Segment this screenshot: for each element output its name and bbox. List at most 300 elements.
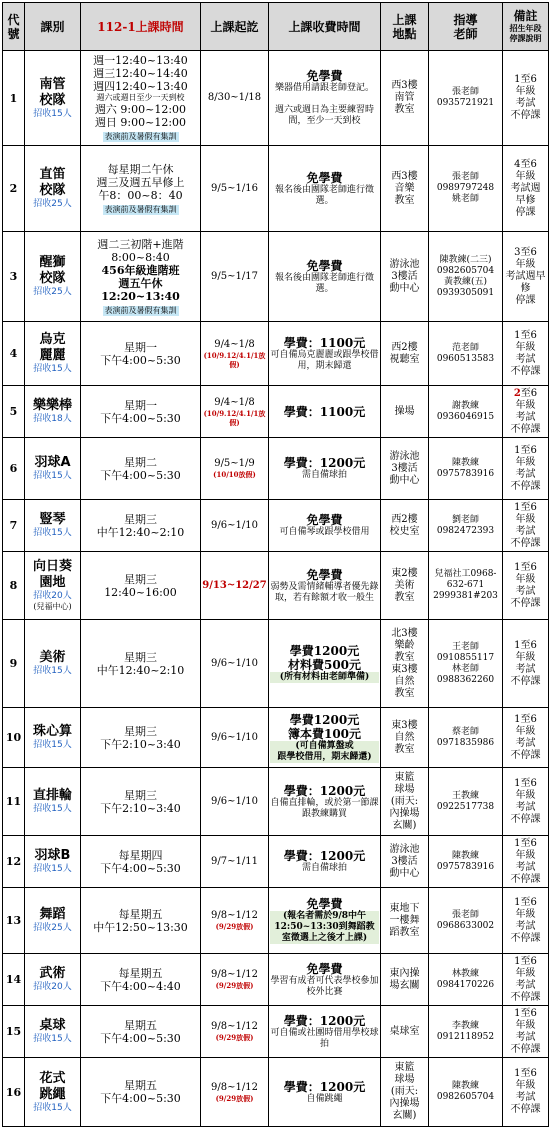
- location-text: 東籃 球場 (雨天: 內操場 玄關): [389, 1062, 420, 1121]
- fee-detail: 弱勢及需情緒輔導者優先錄取，若有餘額才收一般生: [270, 581, 379, 603]
- row-code: 2: [3, 146, 25, 232]
- period-range: 9/8~1/12: [211, 1021, 258, 1032]
- period-range: 9/8~1/12: [211, 969, 258, 980]
- fee-amount: 免學費: [306, 513, 343, 527]
- location-text: 桌球室: [389, 1025, 420, 1037]
- row-code: 7: [3, 500, 25, 552]
- fee-cell: [269, 708, 381, 768]
- time-line: 星期三: [124, 650, 157, 664]
- time-line: 星期五: [124, 1079, 157, 1092]
- fee-detail: 自備直排輪，或於第一節課跟教練購買: [270, 797, 379, 819]
- table-row: [3, 322, 549, 386]
- quota-label: 招收15人: [33, 666, 72, 676]
- fee-amount: 學費：1200元: [283, 1079, 366, 1094]
- location-text: 操場: [394, 405, 415, 417]
- note-cell: [503, 386, 549, 438]
- period-cell: [201, 552, 269, 620]
- table-row: [3, 438, 549, 500]
- time-line: 星期五: [124, 1018, 157, 1032]
- header-time: 112-1上課時間: [81, 3, 201, 51]
- club-name: 羽球B: [34, 848, 71, 863]
- club-cell: [25, 386, 81, 438]
- header-period: 上課起訖: [201, 3, 269, 51]
- fee-detail: 報名後由團隊老師進行徵選。: [274, 272, 374, 294]
- period-cell: [201, 232, 269, 322]
- note-cell: [503, 888, 549, 954]
- note-cell: [503, 1058, 549, 1127]
- club-name: 武術: [39, 966, 66, 981]
- header-location: 上課 地點: [381, 3, 429, 51]
- quota-label: 招收20人: [33, 982, 72, 992]
- quota-label: 招收15人: [33, 740, 72, 750]
- period-holiday: (10/9.12/4.1/1放假): [203, 408, 266, 427]
- location-text: 西3樓 南管 教室: [391, 80, 418, 115]
- time-line: 星期三: [124, 724, 157, 738]
- time-cell: [81, 322, 201, 386]
- time-line: 星期一: [124, 398, 157, 412]
- time-line: 星期二: [124, 455, 157, 469]
- location-text: 西3樓 音樂 教室: [391, 170, 418, 206]
- period-cell: [201, 954, 269, 1006]
- club-cell: [25, 438, 81, 500]
- teacher-text: 李教練 0912118952: [436, 1020, 495, 1042]
- table-row: [3, 500, 549, 552]
- club-name: 珠心算: [32, 724, 72, 739]
- note-cell: [503, 836, 549, 888]
- note-text: 1至6 年級 考試 不停課: [510, 329, 541, 377]
- period-range: 9/6~1/10: [211, 731, 258, 743]
- quota-label: 招收18人: [33, 414, 72, 424]
- training-note: 表演前及暑假有集訓: [104, 305, 177, 315]
- table-row: [3, 51, 549, 146]
- fee-detail: 樂器借用請跟老師登記。 週六或週日為主要練習時間，至少一天到校: [274, 83, 374, 126]
- club-name: 花式 跳繩: [39, 1070, 66, 1102]
- teacher-cell: [429, 438, 503, 500]
- time-cell: [81, 708, 201, 768]
- time-line: 下午4:00~4:40: [100, 979, 181, 993]
- time-line: 週三及週五早修上: [96, 175, 185, 189]
- note-cell: [503, 438, 549, 500]
- time-line: 8:00~8:40: [111, 250, 170, 264]
- club-name: 舞蹈: [39, 907, 66, 922]
- teacher-cell: [429, 51, 503, 146]
- row-code: 11: [3, 768, 25, 836]
- club-name: 直排輪: [32, 788, 72, 803]
- note-text: 1至6 年級 考試 不停課: [510, 74, 541, 121]
- time-cell: [81, 146, 201, 232]
- club-cell: [25, 1006, 81, 1058]
- row-code: 6: [3, 438, 25, 500]
- fee-detail: 報名後由團隊老師進行徵選。: [274, 184, 374, 206]
- quota-label: 招收15人: [33, 471, 72, 481]
- note-cell: [503, 768, 549, 836]
- period-cell: [201, 768, 269, 836]
- club-cell: [25, 768, 81, 836]
- club-name: 向日葵 園地: [32, 559, 72, 590]
- period-cell: [201, 386, 269, 438]
- fee-cell: [269, 438, 381, 500]
- time-line: 中午12:40~2:10: [96, 663, 185, 677]
- note-cell: [503, 232, 549, 322]
- period-cell: [201, 620, 269, 708]
- club-name: 豎琴: [39, 512, 66, 527]
- location-cell: [381, 836, 429, 888]
- time-line: 下午4:00~5:30: [100, 353, 181, 367]
- club-cell: [25, 500, 81, 552]
- period-range: 9/6~1/10: [211, 657, 258, 669]
- row-code: 3: [3, 232, 25, 322]
- quota-label: 招收20人: [33, 591, 72, 601]
- time-cell: [81, 438, 201, 500]
- teacher-cell: [429, 768, 503, 836]
- quota-label: 招收25人: [33, 287, 72, 297]
- club-name: 美術: [39, 650, 66, 665]
- teacher-text: 兒福社工0968-632-671 2999381#203: [433, 569, 498, 601]
- fee-detail: 自備跳繩: [306, 1093, 343, 1104]
- time-line: 週一12:40~13:40: [93, 54, 188, 67]
- club-name: 樂樂棒: [32, 398, 72, 413]
- location-cell: [381, 1006, 429, 1058]
- row-code: 4: [3, 322, 25, 386]
- note-text: 1至6 年級 考試 不停課: [510, 837, 541, 885]
- header-name: 課別: [25, 3, 81, 51]
- row-code: 12: [3, 836, 25, 888]
- quota-label: 招收15人: [33, 864, 72, 874]
- period-range: 9/6~1/10: [211, 519, 258, 531]
- period-cell: [201, 888, 269, 954]
- teacher-cell: [429, 146, 503, 232]
- fee-cell: [269, 1006, 381, 1058]
- row-code: 16: [3, 1058, 25, 1127]
- teacher-text: 張老師 0935721921: [436, 87, 495, 108]
- location-text: 東2樓 美術 教室: [391, 567, 418, 603]
- time-cell: [81, 1058, 201, 1127]
- period-holiday: (9/29放假): [215, 981, 254, 990]
- club-name: 桌球: [39, 1018, 66, 1033]
- quota-label: 招收15人: [33, 804, 72, 814]
- fee-detail: 學習有成者可代表學校參加校外比賽: [270, 975, 379, 997]
- location-cell: [381, 322, 429, 386]
- time-line: 星期一: [124, 340, 157, 354]
- teacher-text: 陳教練(二三) 0982605704 黃教練(五) 0939305091: [436, 254, 495, 298]
- header-note: 備註 招生年段 停課說明: [503, 3, 549, 51]
- teacher-cell: [429, 1058, 503, 1127]
- teacher-cell: [429, 232, 503, 322]
- note-text: 1至6 年級 考試 不停課: [510, 1007, 541, 1055]
- period-range: 9/8~1/12: [211, 1081, 258, 1093]
- period-holiday: (10/10放假): [213, 470, 256, 479]
- fee-cell: [269, 500, 381, 552]
- time-line: 下午4:00~5:30: [100, 411, 181, 425]
- time-line: 星期三: [124, 512, 157, 526]
- header-fee: 上課收費時間: [269, 3, 381, 51]
- fee-amount: 學費：1200元: [283, 456, 366, 470]
- period-range: 9/5~1/17: [211, 270, 258, 282]
- period-range: 8/30~1/18: [207, 92, 262, 103]
- location-text: 東籃 球場 (雨天: 內操場 玄關): [389, 771, 420, 831]
- note-text: 1至6 年級 考試 不停課: [510, 501, 541, 549]
- period-range: 9/4~1/8: [214, 396, 255, 408]
- table-row: [3, 836, 549, 888]
- time-line: 下午4:00~5:30: [100, 1092, 181, 1105]
- note-text: 1至6 年級 考試 不停課: [510, 955, 541, 1003]
- fee-detail: 可自備烏克麗麗或跟學校借用，期末歸還: [270, 349, 379, 371]
- time-line: 456年級進階班: [101, 263, 180, 277]
- time-line: 每星期二午休: [107, 162, 174, 176]
- time-cell: [81, 232, 201, 322]
- fee-cell: [269, 51, 381, 146]
- location-cell: [381, 386, 429, 438]
- teacher-cell: [429, 1006, 503, 1058]
- fee-cell: [269, 888, 381, 954]
- time-cell: [81, 552, 201, 620]
- fee-cell: [269, 322, 381, 386]
- teacher-cell: [429, 708, 503, 768]
- period-holiday: (9/29放假): [215, 1093, 254, 1103]
- note-text: 4至6 年級 考試週 早修 停課: [510, 158, 541, 218]
- note-cell: [503, 146, 549, 232]
- location-text: 東內操 場玄關: [389, 967, 420, 991]
- teacher-text: 范老師 0960513583: [436, 342, 495, 364]
- time-line: 週五午休: [118, 276, 163, 290]
- location-text: 東3樓 自然 教室: [391, 719, 418, 755]
- fee-cell: [269, 232, 381, 322]
- fee-detail: (所有材料由老師準備): [270, 672, 379, 683]
- location-cell: [381, 51, 429, 146]
- time-cell: [81, 1006, 201, 1058]
- location-text: 東地下 一樓舞 蹈教室: [389, 902, 420, 938]
- location-cell: [381, 232, 429, 322]
- fee-detail: 可自備或社團時借用學校球拍: [270, 1027, 379, 1049]
- location-cell: [381, 954, 429, 1006]
- header-teacher: 指導 老師: [429, 3, 503, 51]
- quota-label: 招收25人: [33, 199, 72, 209]
- quota-sub-label: (兒福中心): [33, 602, 72, 611]
- period-range: 9/4~1/8: [214, 338, 255, 350]
- time-cell: [81, 386, 201, 438]
- location-cell: [381, 708, 429, 768]
- location-cell: [381, 552, 429, 620]
- note-cell: [503, 552, 549, 620]
- row-code: 13: [3, 888, 25, 954]
- fee-cell: [269, 954, 381, 1006]
- note-text: 1至6 年級 考試 不停課: [510, 777, 541, 825]
- fee-amount: 學費1200元 簿本費100元: [287, 712, 362, 741]
- club-schedule-table: [2, 2, 549, 1127]
- club-cell: [25, 954, 81, 1006]
- note-text: 1至6 年級 考試 不停課: [510, 713, 541, 761]
- time-line: 每星期五: [118, 907, 163, 921]
- time-line: 週日 9:00~12:00: [94, 116, 187, 129]
- time-line: 每星期五: [118, 966, 163, 980]
- training-note: 表演前及暑假有集訓: [104, 132, 177, 141]
- time-line: 星期三: [124, 572, 157, 586]
- note-cell: [503, 500, 549, 552]
- teacher-text: 張老師 0989797248 姚老師: [436, 172, 495, 204]
- table-row: [3, 708, 549, 768]
- teacher-text: 王教練 0922517738: [436, 790, 495, 812]
- period-cell: [201, 322, 269, 386]
- teacher-cell: [429, 500, 503, 552]
- club-cell: [25, 322, 81, 386]
- fee-amount: 學費：1100元: [283, 404, 366, 419]
- location-text: 北3樓 樂齡 教室 東3樓 自然 教室: [391, 627, 418, 699]
- teacher-cell: [429, 620, 503, 708]
- fee-amount: 學費1200元 材料費500元: [287, 644, 362, 672]
- location-cell: [381, 146, 429, 232]
- club-name: 烏克 麗麗: [39, 332, 66, 363]
- time-cell: [81, 836, 201, 888]
- location-text: 游泳池 3樓活 動中心: [389, 843, 420, 879]
- club-cell: [25, 1058, 81, 1127]
- club-cell: [25, 888, 81, 954]
- fee-cell: [269, 552, 381, 620]
- fee-amount: 免學費: [306, 961, 343, 976]
- time-line: 中午12:40~2:10: [96, 525, 185, 539]
- fee-amount: 學費：1100元: [283, 335, 366, 350]
- location-cell: [381, 888, 429, 954]
- location-text: 西2樓 視聽室: [389, 341, 420, 365]
- period-cell: [201, 836, 269, 888]
- time-line: 午8：00~8：40: [98, 188, 183, 202]
- period-range: 9/8~1/12: [211, 910, 258, 921]
- location-text: 游泳池 3樓活 動中心: [389, 450, 420, 486]
- fee-amount: 學費：1200元: [283, 783, 366, 798]
- teacher-text: 林教練 0984170226: [436, 968, 495, 990]
- quota-label: 招收15人: [33, 1034, 72, 1044]
- location-cell: [381, 1058, 429, 1127]
- time-line: 下午2:10~3:40: [100, 737, 181, 751]
- club-cell: [25, 552, 81, 620]
- table-row: [3, 888, 549, 954]
- table-row: [3, 146, 549, 232]
- note-text: 3至6 年級 考試週早 修 停課: [505, 246, 546, 306]
- time-cell: [81, 888, 201, 954]
- quota-label: 招收25人: [33, 923, 72, 933]
- time-cell: [81, 620, 201, 708]
- training-note: 表演前及暑假有集訓: [104, 204, 177, 214]
- period-cell: [201, 51, 269, 146]
- period-cell: [201, 500, 269, 552]
- note-cell: [503, 322, 549, 386]
- club-cell: [25, 620, 81, 708]
- period-holiday: (9/29放假): [215, 1033, 254, 1042]
- fee-amount: 免學費: [306, 567, 343, 582]
- fee-amount: 免學費: [306, 69, 343, 83]
- row-code: 5: [3, 386, 25, 438]
- fee-amount: 免學費: [306, 258, 343, 273]
- club-name: 醒獅 校隊: [39, 255, 66, 286]
- teacher-cell: [429, 322, 503, 386]
- row-code: 10: [3, 708, 25, 768]
- fee-cell: [269, 146, 381, 232]
- teacher-text: 王老師 0910855117 林老師 0988362260: [436, 641, 495, 685]
- table-row: [3, 1006, 549, 1058]
- period-cell: [201, 146, 269, 232]
- time-line: 週三12:40~14:40: [93, 67, 188, 80]
- teacher-cell: [429, 888, 503, 954]
- fee-amount: 學費：1200元: [283, 849, 366, 863]
- quota-label: 招收15人: [33, 364, 72, 374]
- period-holiday: 9/13~12/27: [202, 579, 267, 591]
- quota-label: 招收15人: [33, 1102, 72, 1113]
- fee-detail: (報名者需於9/8中午12:50~13:30到舞蹈教室徵選上之後才上課): [270, 911, 379, 944]
- table-row: [3, 386, 549, 438]
- period-cell: [201, 1006, 269, 1058]
- note-cell: [503, 954, 549, 1006]
- table-row: [3, 620, 549, 708]
- time-line: 星期三: [124, 788, 157, 802]
- club-name: 羽球A: [34, 455, 71, 470]
- club-name: 直笛 校隊: [39, 167, 66, 198]
- note-cell: [503, 51, 549, 146]
- time-line: 週四12:40~13:40: [93, 80, 188, 93]
- teacher-text: 謝教練 0936046915: [436, 400, 495, 422]
- row-code: 8: [3, 552, 25, 620]
- quota-label: 招收15人: [33, 108, 72, 119]
- time-cell: [81, 51, 201, 146]
- period-range: 9/5~1/9: [214, 458, 255, 469]
- note-text: 1至6 年級 考試 不停課: [510, 444, 541, 492]
- note-cell: [503, 708, 549, 768]
- note-cell: [503, 620, 549, 708]
- note-cell: [503, 1006, 549, 1058]
- table-row: [3, 232, 549, 322]
- note-text: 至6 年級 考試 不停課: [510, 387, 541, 435]
- period-holiday: (9/29放假): [215, 922, 254, 931]
- period-range: 9/6~1/10: [211, 795, 258, 807]
- teacher-cell: [429, 386, 503, 438]
- time-line: 中午12:50~13:30: [93, 920, 188, 934]
- period-range: 9/5~1/16: [211, 182, 258, 194]
- fee-cell: [269, 386, 381, 438]
- club-cell: [25, 146, 81, 232]
- time-cell: [81, 954, 201, 1006]
- teacher-text: 陳教練 0975783916: [436, 457, 495, 479]
- row-code: 14: [3, 954, 25, 1006]
- note-text: 1至6 年級 考試 不停課: [510, 561, 541, 609]
- club-cell: [25, 51, 81, 146]
- note-text: 1至6 年級 考試 不停課: [510, 1068, 541, 1115]
- fee-amount: 學費：1200元: [283, 1013, 366, 1028]
- fee-cell: [269, 768, 381, 836]
- time-line: 12:20~13:40: [101, 289, 180, 303]
- note-text: 1至6 年級 考試 不停課: [510, 639, 541, 687]
- table-row: [3, 552, 549, 620]
- time-line: 下午4:00~5:30: [100, 861, 181, 875]
- location-cell: [381, 438, 429, 500]
- teacher-text: 陳教練 0982605704: [436, 1081, 495, 1102]
- club-cell: [25, 232, 81, 322]
- quota-label: 招收15人: [33, 528, 72, 538]
- period-range: 9/7~1/11: [211, 855, 258, 867]
- time-cell: [81, 768, 201, 836]
- fee-amount: 免學費: [306, 170, 343, 185]
- fee-cell: [269, 1058, 381, 1127]
- fee-detail: (可自備算盤或 跟學校借用，期末歸還): [270, 741, 379, 763]
- time-line: 下午4:00~5:30: [100, 1031, 181, 1045]
- table-row: [3, 768, 549, 836]
- teacher-cell: [429, 836, 503, 888]
- location-cell: [381, 768, 429, 836]
- fee-detail: 需自備球拍: [301, 863, 347, 873]
- row-code: 9: [3, 620, 25, 708]
- teacher-cell: [429, 552, 503, 620]
- note-text: 1至6 年級 考試 不停課: [510, 896, 541, 944]
- time-cell: [81, 500, 201, 552]
- fee-cell: [269, 620, 381, 708]
- location-text: 游泳池 3樓活 動中心: [389, 258, 420, 294]
